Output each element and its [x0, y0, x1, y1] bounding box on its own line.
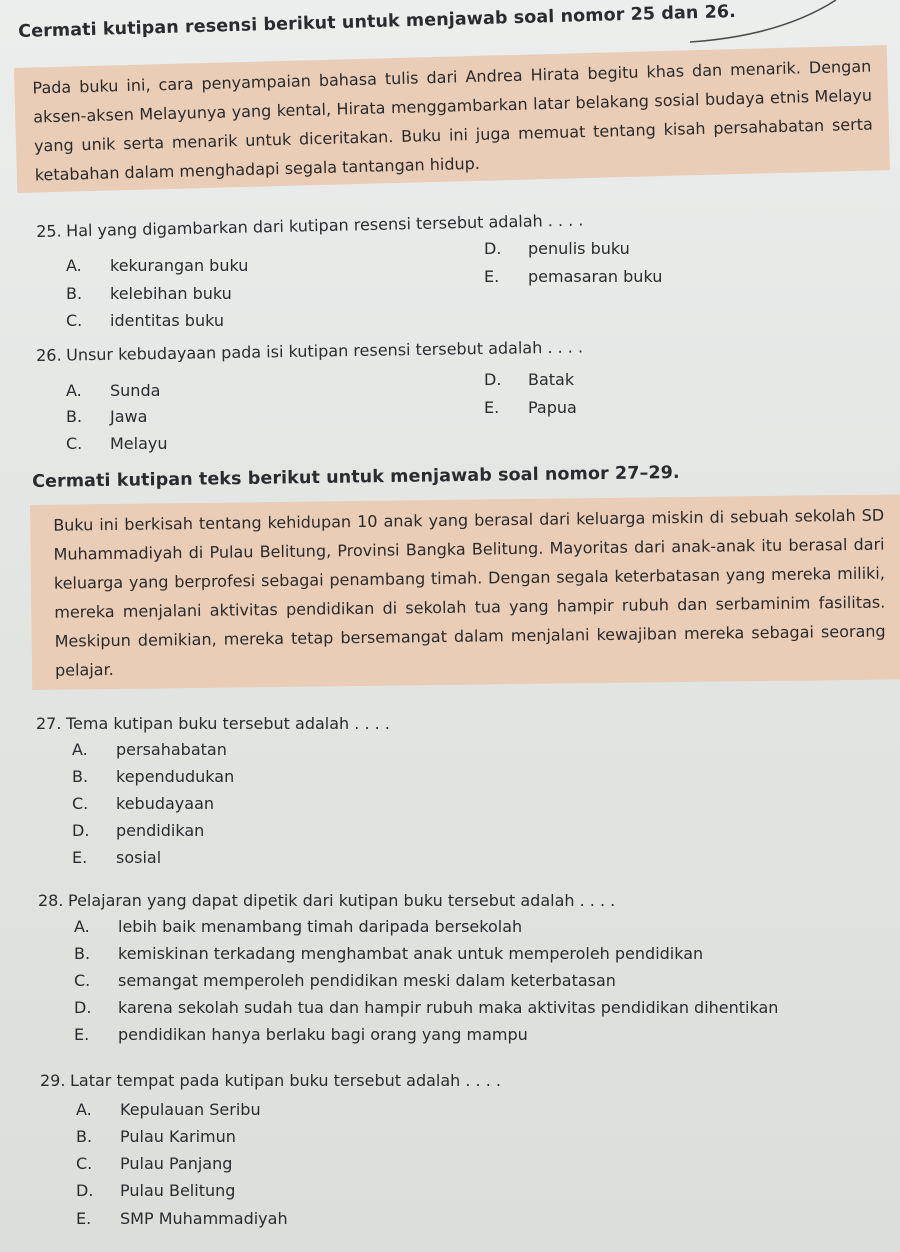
option-27-b[interactable]: B. kependudukan	[72, 767, 235, 786]
option-29-a[interactable]: A. Kepulauan Seribu	[76, 1100, 261, 1119]
option-27-d[interactable]: D. pendidikan	[72, 821, 205, 840]
option-28-e[interactable]: E. pendidikan hanya berlaku bagi orang yang mampu	[74, 1025, 528, 1044]
instruction-27-29: Cermati kutipan teks berikut untuk menjawab soal nomor 27–29.	[32, 462, 680, 492]
question-29	[40, 1071, 501, 1090]
question-text: Unsur kebudayaan pada isi kutipan resensi tersebut adalah . . . .	[65, 337, 584, 365]
option-27-a[interactable]: A. persahabatan	[72, 740, 227, 759]
option-26-b[interactable]: B. Jawa	[66, 407, 148, 426]
question-text: Pelajaran yang dapat dipetik dari kutipan buku tersebut adalah . . . .	[68, 891, 616, 910]
question-25	[36, 211, 584, 241]
option-28-d[interactable]: D. karena sekolah sudah tua dan hampir rubuh maka aktivitas pendidikan dihentikan	[74, 998, 779, 1017]
option-29-c[interactable]: C. Pulau Panjang	[76, 1154, 233, 1173]
question-text: Hal yang digambarkan dari kutipan resensi tersebut adalah . . . .	[65, 210, 584, 241]
option-26-e[interactable]: E. Papua	[484, 398, 577, 417]
option-25-c[interactable]: C. identitas buku	[66, 311, 225, 330]
question-28	[38, 891, 615, 910]
resensi-text: Pada buku ini, cara penyampaian bahasa tulis dari Andrea Hirata begitu khas dan menarik. Dengan aksen-aksen Melayunya yang kental, Hirata menggambarkan latar belakang sosial budaya etnis Melayu yang unik serta menarik untuk diceritakan. Buku ini juga memuat tentang kisah persahabatan serta ketabahan dalam menghadapi segala tantangan hidup.	[32, 56, 874, 185]
option-26-a[interactable]: A. Sunda	[66, 381, 161, 400]
question-number: 26.	[36, 345, 62, 365]
option-28-b[interactable]: B. kemiskinan terkadang menghambat anak untuk memperoleh pendidikan	[74, 944, 704, 963]
option-29-b[interactable]: B. Pulau Karimun	[76, 1127, 236, 1146]
question-number: 25.	[36, 221, 62, 241]
question-number: 27.	[36, 714, 62, 733]
option-27-e[interactable]: E. sosial	[72, 848, 162, 867]
question-text: Latar tempat pada kutipan buku tersebut adalah . . . .	[70, 1071, 501, 1090]
question-number: 28.	[38, 891, 64, 910]
text-passage	[30, 494, 900, 690]
option-25-d[interactable]: D. penulis buku	[484, 239, 630, 258]
option-27-c[interactable]: C. kebudayaan	[72, 794, 215, 813]
option-26-c[interactable]: C. Melayu	[66, 434, 168, 453]
option-25-a[interactable]: A. kekurangan buku	[66, 256, 249, 275]
option-28-c[interactable]: C. semangat memperoleh pendidikan meski dalam keterbatasan	[74, 971, 616, 990]
instruction-25-26: Cermati kutipan resensi berikut untuk menjawab soal nomor 25 dan 26.	[18, 1, 737, 42]
question-text: Tema kutipan buku tersebut adalah . . . .	[66, 714, 390, 733]
option-28-a[interactable]: A. lebih baik menambang timah daripada bersekolah	[74, 917, 523, 936]
resensi-passage	[14, 45, 890, 193]
question-number: 29.	[40, 1071, 66, 1090]
option-25-b[interactable]: B. kelebihan buku	[66, 284, 232, 303]
option-25-e[interactable]: E. pemasaran buku	[484, 267, 663, 286]
question-26	[36, 337, 583, 365]
option-26-d[interactable]: D. Batak	[484, 370, 575, 389]
question-27	[36, 714, 390, 733]
option-29-d[interactable]: D. Pulau Belitung	[76, 1181, 236, 1200]
option-29-e[interactable]: E. SMP Muhammadiyah	[76, 1209, 288, 1228]
passage-text: Buku ini berkisah tentang kehidupan 10 anak yang berasal dari keluarga miskin di sebuah sekolah SD Muhammadiyah di Pulau Belitung, Provinsi Bangka Belitung. Mayoritas dari anak-anak itu berasal dari keluarga yang berprofesi sebagai penambang timah. Dengan segala keterbatasan yang mereka miliki, mereka menjalani aktivitas pendidikan di sekolah tua yang hampir rubuh dan serbaminim fasilitas. Meskipun demikian, mereka tetap bersemangat dalam menjalani kewajiban mereka sebagai seorang pelajar.	[53, 505, 886, 680]
